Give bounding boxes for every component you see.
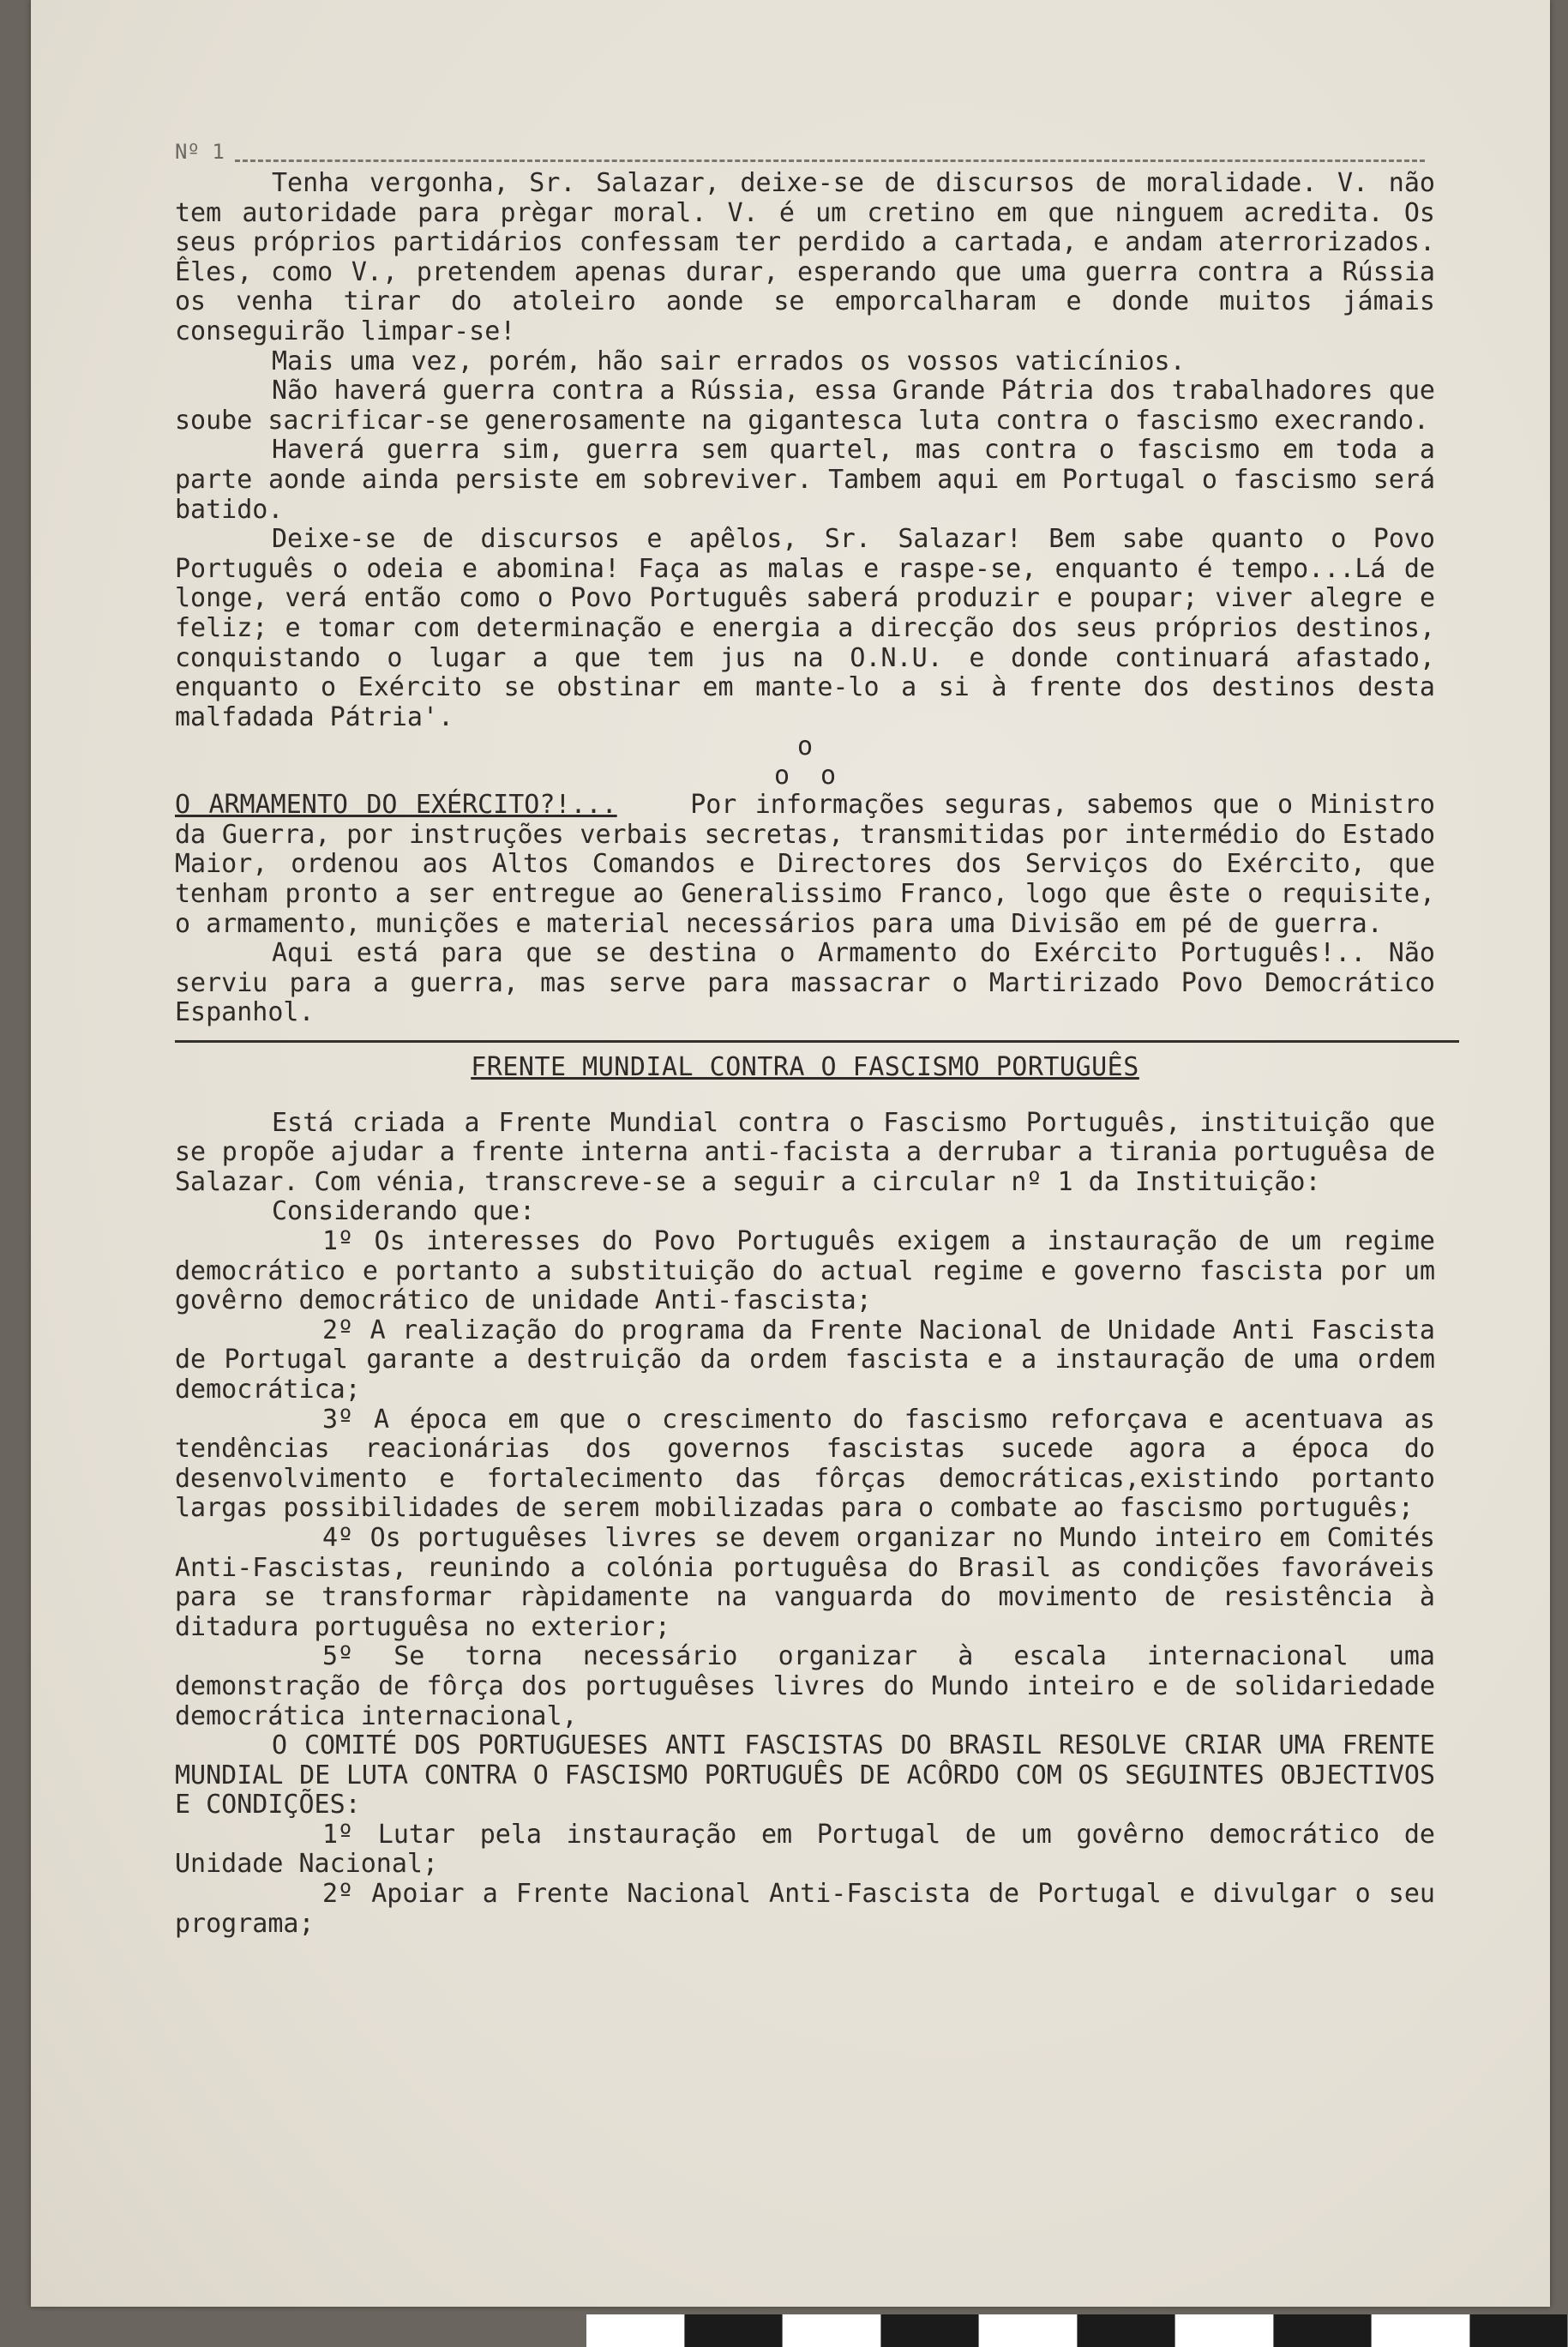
header-rule — [235, 159, 1425, 162]
list-item: 1º Os interesses do Povo Português exigem a instauração de um regime democrático e portanto a substituição do actual regime e governo fascista por um govêrno democrático de unidade Anti-fascista; — [175, 1226, 1435, 1316]
frente-title: FRENTE MUNDIAL CONTRA O FASCISMO PORTUGUÊS — [471, 1052, 1139, 1083]
armamento-text: Por informações seguras, sabemos que o Ministro da Guerra, por instruções verbais secretas, transmitidas por intermédio do Estado Maior, ordenou aos Altos Comandos e Directores dos Serviços do Exército, que tenham pronto a ser entregue ao Generalissimo Franco, logo que êste o requisite, o armamento, munições e material necessários para uma Divisão em pé de guerra. — [175, 790, 1435, 939]
scale-segment — [1175, 2314, 1274, 2347]
list-item: 5º Se torna necessário organizar à escala internacional uma demonstração de fôrça dos portuguêses livres do Mundo inteiro e de solidariedade democrática internacional, — [175, 1641, 1435, 1731]
list-item: 2º A realização do programa da Frente Nacional de Unidade Anti Fascista de Portugal garante a destruição da ordem fascista e a instauração de uma ordem democrática; — [175, 1315, 1435, 1405]
ornament-mark: o — [820, 761, 837, 791]
paragraph: Não haverá guerra contra a Rússia, essa Grande Pátria dos trabalhadores que soube sacrificar-se generosamente na gigantesca luta contra o fascismo execrando. — [175, 376, 1435, 436]
scale-segment — [685, 2314, 784, 2347]
scale-segment — [783, 2314, 881, 2347]
ornament-mark: o — [773, 761, 790, 791]
section-divider — [175, 1040, 1459, 1043]
considerando-line: Considerando que: — [272, 1196, 536, 1227]
paragraph: Deixe-se de discursos e apêlos, Sr. Salazar! Bem sabe quanto o Povo Português o odeia e abomina! Faça as malas e raspe-se, enquanto é tempo...Lá de longe, verá então como o Povo Português saberá produzir e poupar; viver alegre e feliz; e tomar com determinação e energia a direcção dos seus próprios destinos, conquistando o lugar a que tem jus na O.N.U. e donde continuará afastado, enquanto o Exército se obstinar em mante-lo a si à frente dos destinos desta malfadada Pátria'. — [175, 524, 1435, 732]
scale-segment — [1078, 2314, 1176, 2347]
document-page — [31, 0, 1550, 2307]
list-item: 1º Lutar pela instauração em Portugal de um govêrno democrático de Unidade Nacional; — [175, 1819, 1435, 1880]
page-number: Nº 1 — [175, 140, 225, 165]
section-ornament — [175, 732, 1435, 791]
armamento-paragraph — [175, 791, 1435, 939]
document-body — [175, 141, 1435, 1939]
armamento-title: O ARMAMENTO DO EXÉRCITO?!... — [175, 790, 617, 821]
scale-segment — [586, 2314, 685, 2347]
paragraph: Tenha vergonha, Sr. Salazar, deixe-se de discursos de moralidade. V. não tem autoridade para prègar moral. V. é um cretino em que ninguem acredita. Os seus próprios partidários confessam ter perdido a cartada, e andam aterrorizados. Êles, como V., pretendem apenas durar, esperando que uma guerra contra a Rússia os venha tirar do atoleiro aonde se emporcalharam e donde muitos jámais conseguirão limpar-se! — [175, 168, 1435, 346]
paragraph: Está criada a Frente Mundial contra o Fascismo Português, instituição que se propõe ajudar a frente interna anti-facista a derrubar a tirania portuguêsa de Salazar. Com vénia, transcreve-se a seguir a circular nº 1 da Instituição: — [175, 1107, 1435, 1197]
scale-segment — [881, 2314, 980, 2347]
list-item: 4º Os portuguêses livres se devem organizar no Mundo inteiro em Comités Anti-Fascistas, reunindo a colónia portuguêsa do Brasil as condições favoráveis para se transformar ràpidamente na vanguarda do movimento de resistência à ditadura portuguêsa no exterior; — [175, 1522, 1435, 1642]
scale-segment — [1274, 2314, 1373, 2347]
scale-segment — [1470, 2314, 1568, 2347]
paragraph: Mais uma vez, porém, hão sair errados os vossos vaticínios. — [272, 346, 1186, 376]
paragraph: Aqui está para que se destina o Armamento do Exército Português!.. Não serviu para a guerra, mas serve para massacrar o Martirizado Povo Democrático Espanhol. — [175, 938, 1435, 1028]
paragraph: Haverá guerra sim, guerra sem quartel, mas contra o fascismo em toda a parte aonde ainda persiste em sobreviver. Tambem aqui em Portugal o fascismo será batido. — [175, 435, 1435, 525]
scale-segment — [979, 2314, 1078, 2347]
color-scale-bar — [586, 2314, 1568, 2347]
scale-segment — [1372, 2314, 1470, 2347]
list-item: 2º Apoiar a Frente Nacional Anti-Fascista de Portugal e divulgar o seu programa; — [175, 1879, 1435, 1939]
page-header — [175, 141, 1435, 167]
ornament-mark: o — [796, 731, 814, 762]
list-item: 3º A época em que o crescimento do fascismo reforçava e acentuava as tendências reacionárias dos governos fascistas sucede agora a época do desenvolvimento e fortalecimento das fôrças democráticas,existindo portanto largas possibilidades de serem mobilizadas para o combate ao fascismo português; — [175, 1404, 1435, 1524]
resolve-paragraph: O COMITÉ DOS PORTUGUESES ANTI FASCISTAS DO BRASIL RESOLVE CRIAR UMA FRENTE MUNDIAL DE LUTA CONTRA O FASCISMO PORTUGUÊS DE ACÔRDO COM OS SEGUINTES OBJECTIVOS E CONDIÇÕES: — [175, 1730, 1435, 1820]
